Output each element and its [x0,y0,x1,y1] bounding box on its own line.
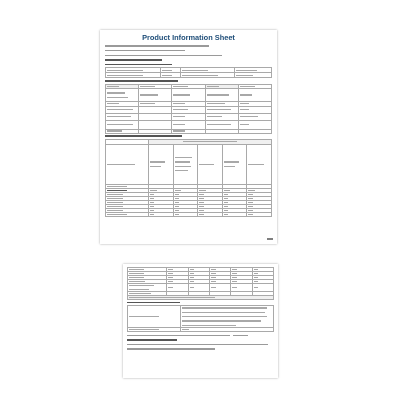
additional-information-heading [127,338,274,342]
guarantee-line [127,333,274,337]
regulation-line [105,44,272,48]
weblink-line-1 [127,342,274,346]
compartment-parameters-heading [105,134,272,138]
page-number-1 [265,237,273,241]
model-identifier-line [105,58,272,62]
document-page-1 [100,30,277,244]
general-parameters-heading [105,79,272,83]
compartment-continuation-table [127,267,274,300]
general-parameters-table [105,84,272,134]
weblink-line-2 [127,347,274,351]
model-line [105,53,272,57]
appliance-type-heading [105,62,272,66]
compartment-parameters-table [105,139,272,217]
light-sources-heading [127,301,274,305]
supplier-line [105,49,272,53]
light-sources-table [127,305,274,332]
appliance-type-table [105,67,272,78]
document-title: Product Information Sheet [142,33,235,42]
document-page-2 [123,264,278,378]
